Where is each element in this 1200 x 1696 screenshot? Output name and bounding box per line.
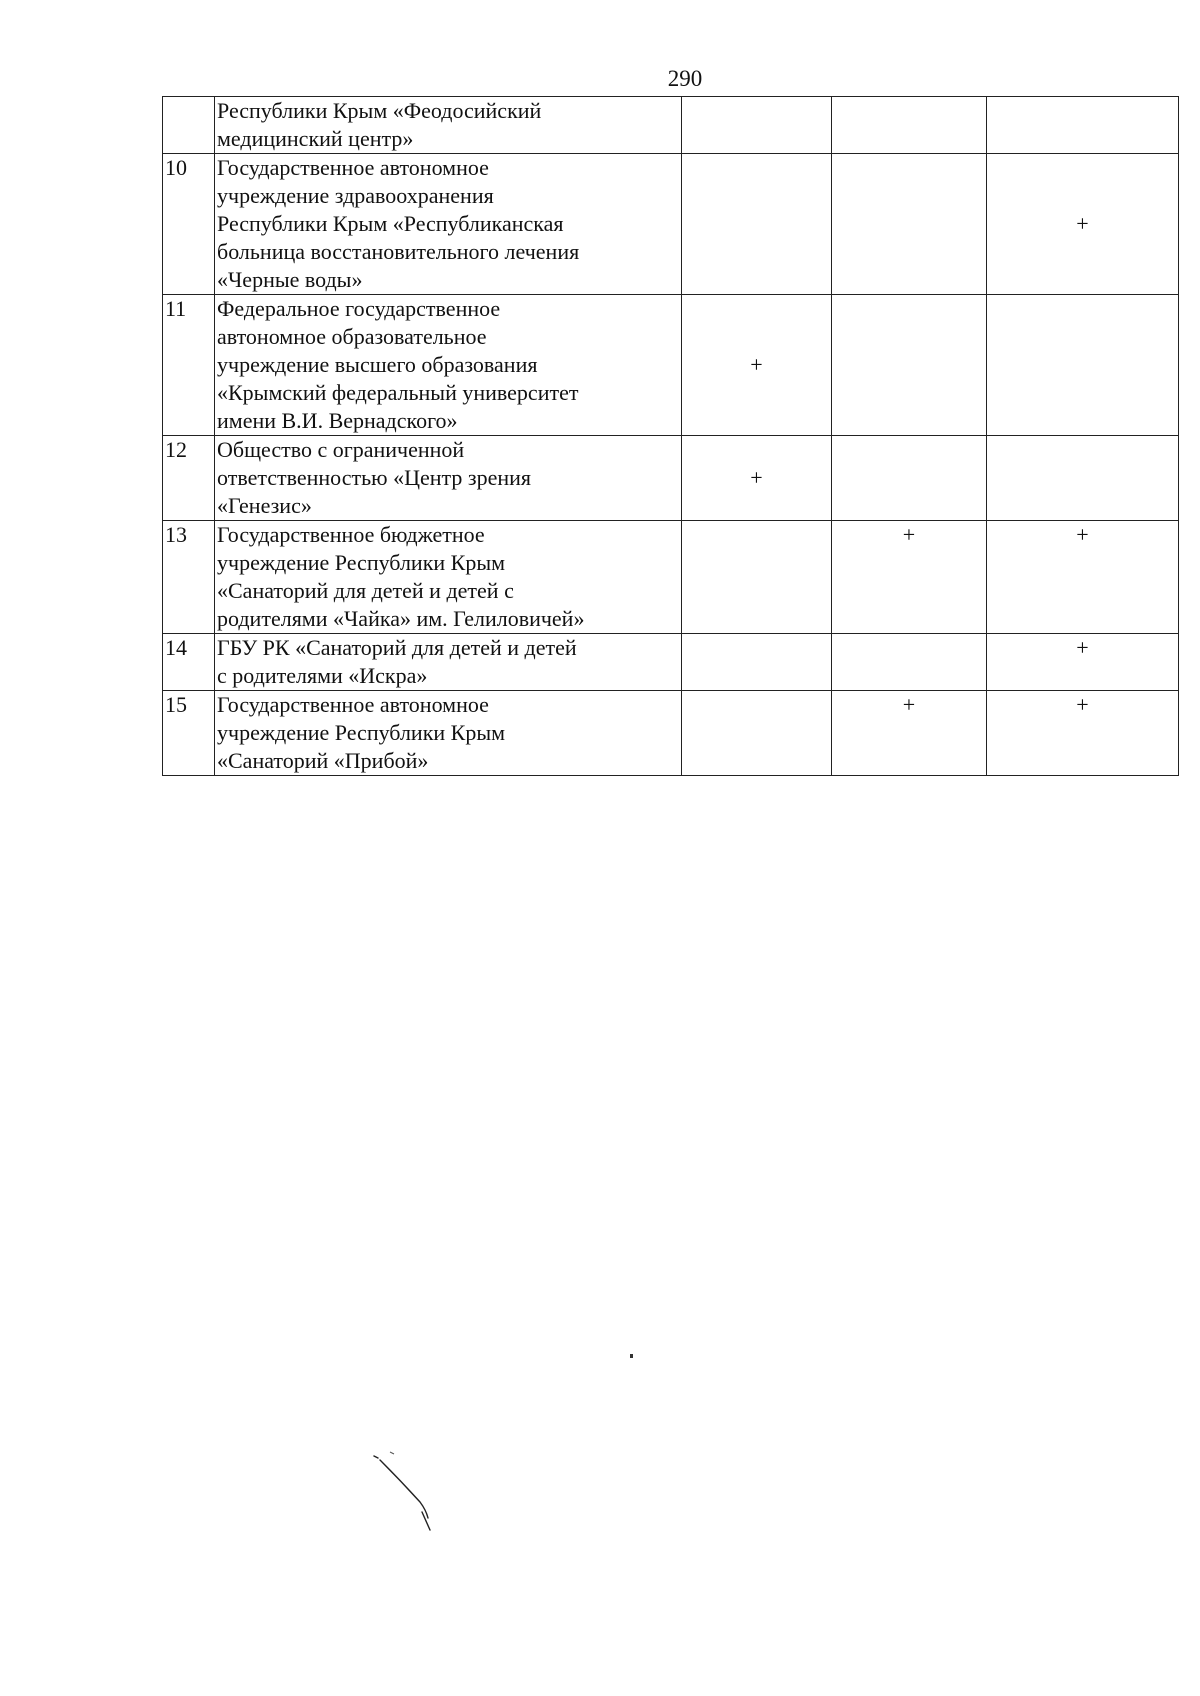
mark-cell-a bbox=[682, 154, 832, 295]
institution-name bbox=[215, 634, 682, 691]
institution-name bbox=[215, 436, 682, 521]
name-line: «Крымский федеральный университет bbox=[217, 380, 579, 405]
name-line: учреждение высшего образования bbox=[217, 352, 538, 377]
mark-cell-b: + bbox=[832, 521, 987, 634]
row-number: 11 bbox=[163, 295, 215, 436]
table-row bbox=[163, 691, 1179, 776]
row-number: 14 bbox=[163, 634, 215, 691]
name-line: учреждение Республики Крым bbox=[217, 550, 506, 575]
name-line: «Генезис» bbox=[217, 493, 312, 518]
mark-cell-b bbox=[832, 97, 987, 154]
table-row bbox=[163, 634, 1179, 691]
mark-cell-c: + bbox=[987, 691, 1179, 776]
name-line: с родителями «Искра» bbox=[217, 663, 428, 688]
table-row bbox=[163, 97, 1179, 154]
row-number: 12 bbox=[163, 436, 215, 521]
name-line: медицинский центр» bbox=[217, 126, 414, 151]
name-line: Общество с ограниченной bbox=[217, 437, 465, 462]
table-row bbox=[163, 154, 1179, 295]
name-line: ГБУ РК «Санаторий для детей и детей bbox=[217, 635, 577, 660]
mark-cell-a: + bbox=[682, 295, 832, 436]
mark-cell-b bbox=[832, 154, 987, 295]
name-line: больница восстановительного лечения bbox=[217, 239, 580, 264]
name-line: Республики Крым «Республиканская bbox=[217, 211, 564, 236]
institution-name bbox=[215, 691, 682, 776]
mark-cell-b bbox=[832, 295, 987, 436]
name-line: Государственное автономное bbox=[217, 155, 489, 180]
institution-name bbox=[215, 295, 682, 436]
institution-name bbox=[215, 521, 682, 634]
institution-name bbox=[215, 97, 682, 154]
name-line: «Санаторий «Прибой» bbox=[217, 748, 429, 773]
page-number: 290 bbox=[667, 66, 703, 91]
mark-cell-b: + bbox=[832, 691, 987, 776]
row-number: 10 bbox=[163, 154, 215, 295]
name-line: автономное образовательное bbox=[217, 324, 487, 349]
mark-cell-c: + bbox=[987, 521, 1179, 634]
row-number: 13 bbox=[163, 521, 215, 634]
stray-dot bbox=[630, 1354, 633, 1358]
mark-cell-a bbox=[682, 521, 832, 634]
mark-cell-c: + bbox=[987, 634, 1179, 691]
mark-cell-c bbox=[987, 295, 1179, 436]
mark-cell-c bbox=[987, 436, 1179, 521]
mark-cell-c: + bbox=[987, 154, 1179, 295]
table-row bbox=[163, 521, 1179, 634]
mark-cell-b bbox=[832, 634, 987, 691]
mark-cell-a bbox=[682, 634, 832, 691]
name-line: «Санаторий для детей и детей с bbox=[217, 578, 514, 603]
row-number bbox=[163, 97, 215, 154]
name-line: родителями «Чайка» им. Гелиловичей» bbox=[217, 606, 585, 631]
table-row bbox=[163, 295, 1179, 436]
institution-name bbox=[215, 154, 682, 295]
table-row bbox=[163, 436, 1179, 521]
name-line: Государственное бюджетное bbox=[217, 522, 485, 547]
mark-cell-c bbox=[987, 97, 1179, 154]
mark-cell-a bbox=[682, 97, 832, 154]
signature-mark bbox=[370, 1450, 460, 1540]
name-line: Государственное автономное bbox=[217, 692, 489, 717]
name-line: Республики Крым «Феодосийский bbox=[217, 98, 542, 123]
mark-cell-a bbox=[682, 691, 832, 776]
row-number: 15 bbox=[163, 691, 215, 776]
name-line: «Черные воды» bbox=[217, 267, 363, 292]
institutions-table bbox=[162, 96, 1179, 776]
name-line: учреждение Республики Крым bbox=[217, 720, 506, 745]
name-line: Федеральное государственное bbox=[217, 296, 501, 321]
mark-cell-a: + bbox=[682, 436, 832, 521]
name-line: имени В.И. Вернадского» bbox=[217, 408, 458, 433]
name-line: ответственностью «Центр зрения bbox=[217, 465, 532, 490]
name-line: учреждение здравоохранения bbox=[217, 183, 494, 208]
mark-cell-b bbox=[832, 436, 987, 521]
